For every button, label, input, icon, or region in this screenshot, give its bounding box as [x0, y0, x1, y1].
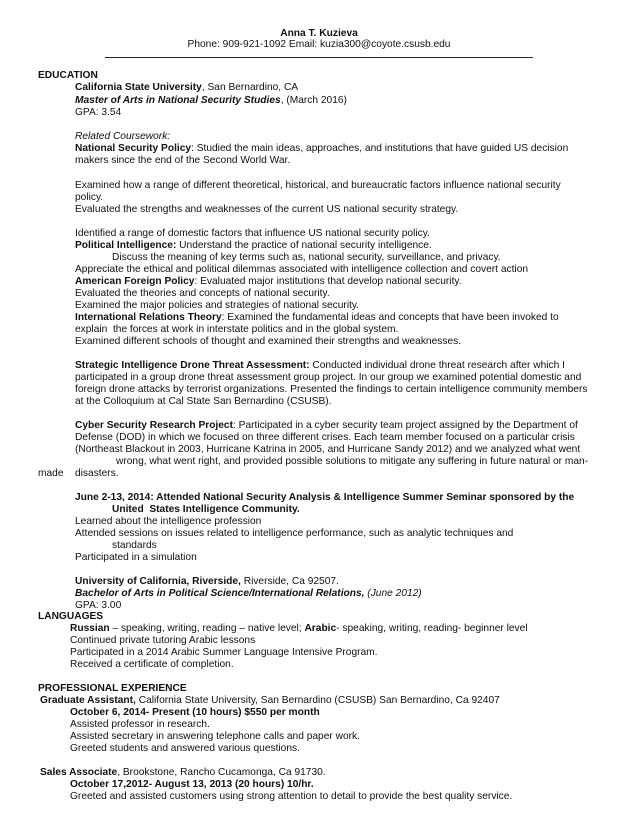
drone-title: Strategic Intelligence Drone Threat Assessment: [75, 360, 310, 371]
drone-desc-1: Conducted individual drone threat research after which I [309, 360, 565, 371]
languages-line-2: Continued private tutoring Arabic lessons [70, 635, 256, 646]
seminar-desc-1: Learned about the intelligence profession [75, 516, 262, 527]
afp-title: American Foreign Policy [75, 276, 195, 287]
cyber-desc-5a: made [38, 468, 64, 479]
cyber-desc-2: Defense (DOD) in which we focused on three different crises. Each team member focused on a particular crisis [75, 432, 575, 443]
seminar-title-2: United States Intelligence Community. [112, 504, 300, 515]
cyber-desc-5b: disasters. [75, 468, 119, 479]
ga-employer: California State University, San Bernardino (CSUSB) San Bernardino, Ca 92407 [135, 695, 500, 706]
csusb-school: California State University [75, 82, 202, 93]
nsp-title: National Security Policy [75, 143, 192, 154]
coursework-label: Related Coursework: [75, 131, 171, 142]
ucr-school-line [75, 576, 339, 588]
csusb-school-line [75, 82, 298, 94]
nsp-desc-6: Identified a range of domestic factors that influence US national security policy. [75, 228, 430, 239]
contact-info: Phone: 909-921-1092 Email: kuzia300@coyote.csusb.edu [187, 39, 451, 50]
drone-desc-2: participated in a group drone threat assessment group project. In our group we examined potential domestic and [75, 372, 582, 383]
languages-line-1 [70, 623, 528, 635]
nsp-desc-1: : Studied the main ideas, approaches, and institutions that have guided US decision [191, 143, 569, 154]
nsp-desc-5: Evaluated the strengths and weaknesses of the current US national security strategy. [75, 204, 459, 215]
csusb-degree: Master of Arts in National Security Studies [75, 95, 281, 106]
header-divider [105, 57, 533, 58]
irt-title: International Relations Theory [75, 312, 222, 323]
irt-desc-3: Examined different schools of thought and examined their strengths and weaknesses. [75, 336, 462, 347]
language-russian: Russian [70, 623, 110, 634]
ucr-degree-line [75, 588, 422, 600]
ga-line [40, 695, 500, 707]
afp-desc-1: : Evaluated major institutions that develop national security. [194, 276, 462, 287]
ga-dates: October 6, 2014- Present (10 hours) $550 per month [70, 707, 320, 718]
ucr-location: Riverside, Ca 92507. [240, 576, 339, 587]
csusb-location: , San Bernardino, CA [201, 82, 299, 93]
languages-line-3: Participated in a 2014 Arabic Summer Language Intensive Program. [70, 647, 378, 658]
languages-line-4: Received a certificate of completion. [70, 659, 234, 670]
seminar-desc-3: standards [112, 540, 157, 551]
sa-duty-1: Greeted and assisted customers using strong attention to detail to provide the best quality service. [70, 791, 513, 802]
nsp-desc-3: Examined how a range of different theoretical, historical, and bureaucratic factors influence national security [75, 180, 561, 191]
candidate-name: Anna T. Kuzieva [280, 28, 358, 39]
pi-line [75, 240, 432, 252]
irt-desc-1: : Examined the fundamental ideas and concepts that have been invoked to [221, 312, 559, 323]
drone-desc-4: at the Colloquium at Cal State San Bernardino (CSUSB). [75, 396, 332, 407]
irt-line [75, 312, 559, 324]
cyber-title: Cyber Security Research Project [75, 420, 233, 431]
sa-dates: October 17,2012- August 13, 2013 (20 hours) 10/hr. [70, 779, 314, 790]
pi-desc-3: Appreciate the ethical and political dilemmas associated with intelligence collection and covert action [75, 264, 529, 275]
afp-desc-3: Examined the major policies and strategies of national security. [75, 300, 360, 311]
drone-line [75, 360, 565, 372]
sa-title: Sales Associate [40, 767, 118, 778]
ucr-degree: Bachelor of Arts in Political Science/International Relations, [75, 588, 365, 599]
cyber-desc-3: (Northeast Blackout in 2003, Hurricane Katrina in 2005, and Hurricane Sandy 2012) and we analyzed what went [75, 444, 581, 455]
education-heading: EDUCATION [38, 70, 98, 81]
ucr-date: (June 2012) [364, 588, 422, 599]
russian-desc: – speaking, writing, reading – native level; [109, 623, 305, 634]
ga-duty-1: Assisted professor in research. [70, 719, 210, 730]
pi-desc-2: Discuss the meaning of key terms such as, national security, surveillance, and privacy. [112, 252, 501, 263]
experience-heading: PROFESSIONAL EXPERIENCE [38, 683, 187, 694]
nsp-line [75, 143, 568, 155]
seminar-desc-2: Attended sessions on issues related to intelligence performance, such as analytic techniques and [75, 528, 514, 539]
ga-duty-2: Assisted secretary in answering telephone calls and paper work. [70, 731, 360, 742]
pi-title: Political Intelligence: [75, 240, 177, 251]
csusb-date: , (March 2016) [280, 95, 347, 106]
ucr-gpa: GPA: 3.00 [75, 600, 122, 611]
cyber-desc-1: : Participated in a cyber security team project assigned by the Department of [232, 420, 578, 431]
nsp-desc-2: makers since the end of the Second World War. [75, 155, 291, 166]
cyber-line [75, 420, 578, 432]
sa-line [40, 767, 326, 779]
seminar-title-1: June 2-13, 2014: Attended National Security Analysis & Intelligence Summer Seminar sponsored by the [75, 492, 575, 503]
seminar-desc-4: Participated in a simulation [75, 552, 197, 563]
languages-heading: LANGUAGES [38, 611, 104, 622]
ga-duty-3: Greeted students and answered various questions. [70, 743, 300, 754]
arabic-desc: - speaking, writing, reading- beginner level [336, 623, 528, 634]
irt-desc-2: explain the forces at work in interstate politics and in the global system. [75, 324, 399, 335]
csusb-gpa: GPA: 3.54 [75, 107, 122, 118]
sa-employer: , Brookstone, Rancho Cucamonga, Ca 91730. [117, 767, 326, 778]
language-arabic: Arabic [304, 623, 337, 634]
pi-desc-1: Understand the practice of national security intelligence. [176, 240, 432, 251]
afp-desc-2: Evaluated the theories and concepts of national security. [75, 288, 330, 299]
ucr-school: University of California, Riverside, [75, 576, 241, 587]
cyber-desc-4: wrong, what went right, and provided possible solutions to mitigate any suffering in future natural or man- [116, 456, 589, 467]
drone-desc-3: foreign drone attacks by terrorist organizations. Presented the findings to certain intelligence community members [75, 384, 588, 395]
nsp-desc-4: policy. [75, 192, 104, 203]
csusb-degree-line [75, 95, 347, 107]
afp-line [75, 276, 462, 288]
ga-title: Graduate Assistant, [40, 695, 136, 706]
